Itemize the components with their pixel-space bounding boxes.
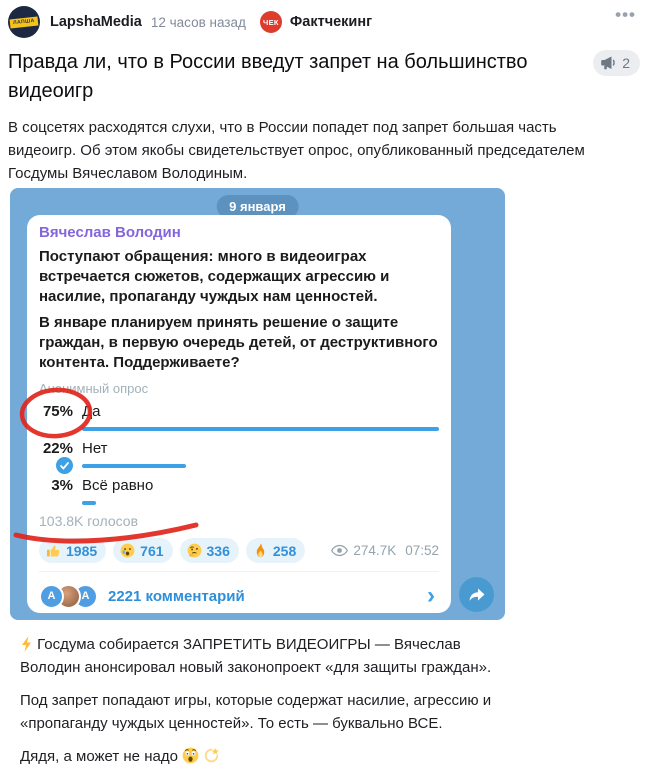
dizzy-emoji-icon: [203, 747, 220, 764]
telegram-message-paragraph: Поступают обращения: много в видеоиграх встречается сюжетов, содержащих агрессию и насилие, пропаганду чуждых нам ценностей.: [39, 248, 390, 305]
share-arrow-icon: [469, 588, 485, 602]
category-link[interactable]: Фактчекинг: [289, 14, 373, 30]
title-row: [0, 38, 650, 106]
author-name[interactable]: LapshaMedia: [50, 14, 142, 30]
comments-row: [39, 571, 439, 613]
poll-option-neutral: [39, 476, 439, 505]
more-menu-icon[interactable]: •••: [615, 5, 636, 24]
reaction-thumbs-up: [39, 538, 106, 563]
fire-icon: [253, 543, 268, 558]
caption-paragraph: [20, 633, 500, 679]
reaction-count: 761: [140, 542, 164, 559]
reaction-count: 1985: [66, 542, 98, 559]
views-count: 274.7K: [353, 543, 397, 558]
reaction-count: 258: [272, 542, 297, 559]
reaction-fire: [246, 538, 305, 563]
telegram-message-bubble: [27, 215, 451, 613]
caption-text: Дядя, а может не надо: [20, 748, 178, 765]
poll-percent: 75%: [42, 403, 73, 420]
reaction-crying: [113, 538, 172, 563]
poll-total-votes: 103.8K голосов: [39, 513, 139, 529]
telegram-date-pill: 9 января: [216, 195, 299, 218]
avatar-label: ЛАПША: [10, 17, 39, 29]
reaction-count: 336: [206, 542, 230, 559]
reaction-thinking: [180, 538, 239, 563]
message-time: 07:52: [405, 543, 439, 558]
post-intro: В соцсетях расходятся слухи, что в России попадет под запрет большая часть видеоигр. Об этом якобы свидетельствует опрос, опубликованный председателем Госдумы Вячеславом Володиным.: [8, 119, 585, 182]
eye-icon: [331, 545, 348, 556]
thinking-face-icon: [187, 543, 202, 558]
telegram-author: Вячеслав Володин: [39, 224, 181, 241]
poll: [39, 402, 439, 505]
lightning-icon: [20, 636, 33, 652]
telegram-screenshot[interactable]: [10, 188, 505, 620]
chevron-right-icon: ›: [427, 582, 435, 609]
poll-label: Всё равно: [82, 477, 154, 494]
poll-label: Нет: [82, 440, 108, 457]
poll-percent: 3%: [51, 477, 73, 494]
post-timestamp: 12 часов назад: [150, 14, 246, 30]
post-title: Правда ли, что в России введут запрет на большинство видеоигр: [8, 51, 528, 102]
reactions-row: [39, 538, 439, 563]
repost-count: 2: [622, 55, 630, 71]
post-caption: [20, 633, 500, 778]
post-header: [0, 0, 650, 38]
poll-type-label: Анонимный опрос: [39, 381, 149, 396]
astonished-emoji-icon: [182, 747, 199, 764]
poll-option-no: [39, 439, 439, 468]
poll-bar: [82, 464, 186, 468]
poll-percent: 22%: [42, 440, 73, 457]
comments-count: 2221 комментарий: [108, 587, 245, 605]
caption-paragraph: [20, 745, 500, 768]
poll-option-yes: [39, 402, 439, 431]
thumbs-up-icon: [46, 543, 61, 558]
caption-text: Госдума собирается ЗАПРЕТИТЬ ВИДЕОИГРЫ — Вячеслав Володин анонсировал новый законопроект «для защиты граждан».: [20, 636, 492, 676]
voted-check-icon: [56, 457, 73, 474]
crying-face-icon: [120, 543, 135, 558]
telegram-message-paragraph: В январе планируем принять решение о защите граждан, в первую очередь детей, от деструктивного контента. Поддерживаете?: [39, 314, 438, 371]
caption-text: Под запрет попадают игры, которые содержат насилие, агрессию и «пропаганду чуждых ценностей». То есть — буквально ВСЕ.: [20, 692, 492, 732]
avatar: A: [39, 584, 64, 609]
megaphone-icon: [601, 56, 617, 70]
avatar: A: [73, 584, 98, 609]
caption-paragraph: [20, 689, 500, 735]
commenter-avatars: [39, 584, 98, 609]
author-avatar[interactable]: [8, 6, 40, 38]
views-block: [331, 543, 439, 558]
repost-badge[interactable]: [593, 50, 640, 76]
poll-bar: [82, 427, 439, 431]
telegram-share-button: [459, 577, 494, 612]
poll-label: Да: [82, 403, 101, 420]
poll-bar: [82, 501, 96, 505]
factcheck-badge-icon[interactable]: ЧЕК: [260, 11, 282, 33]
